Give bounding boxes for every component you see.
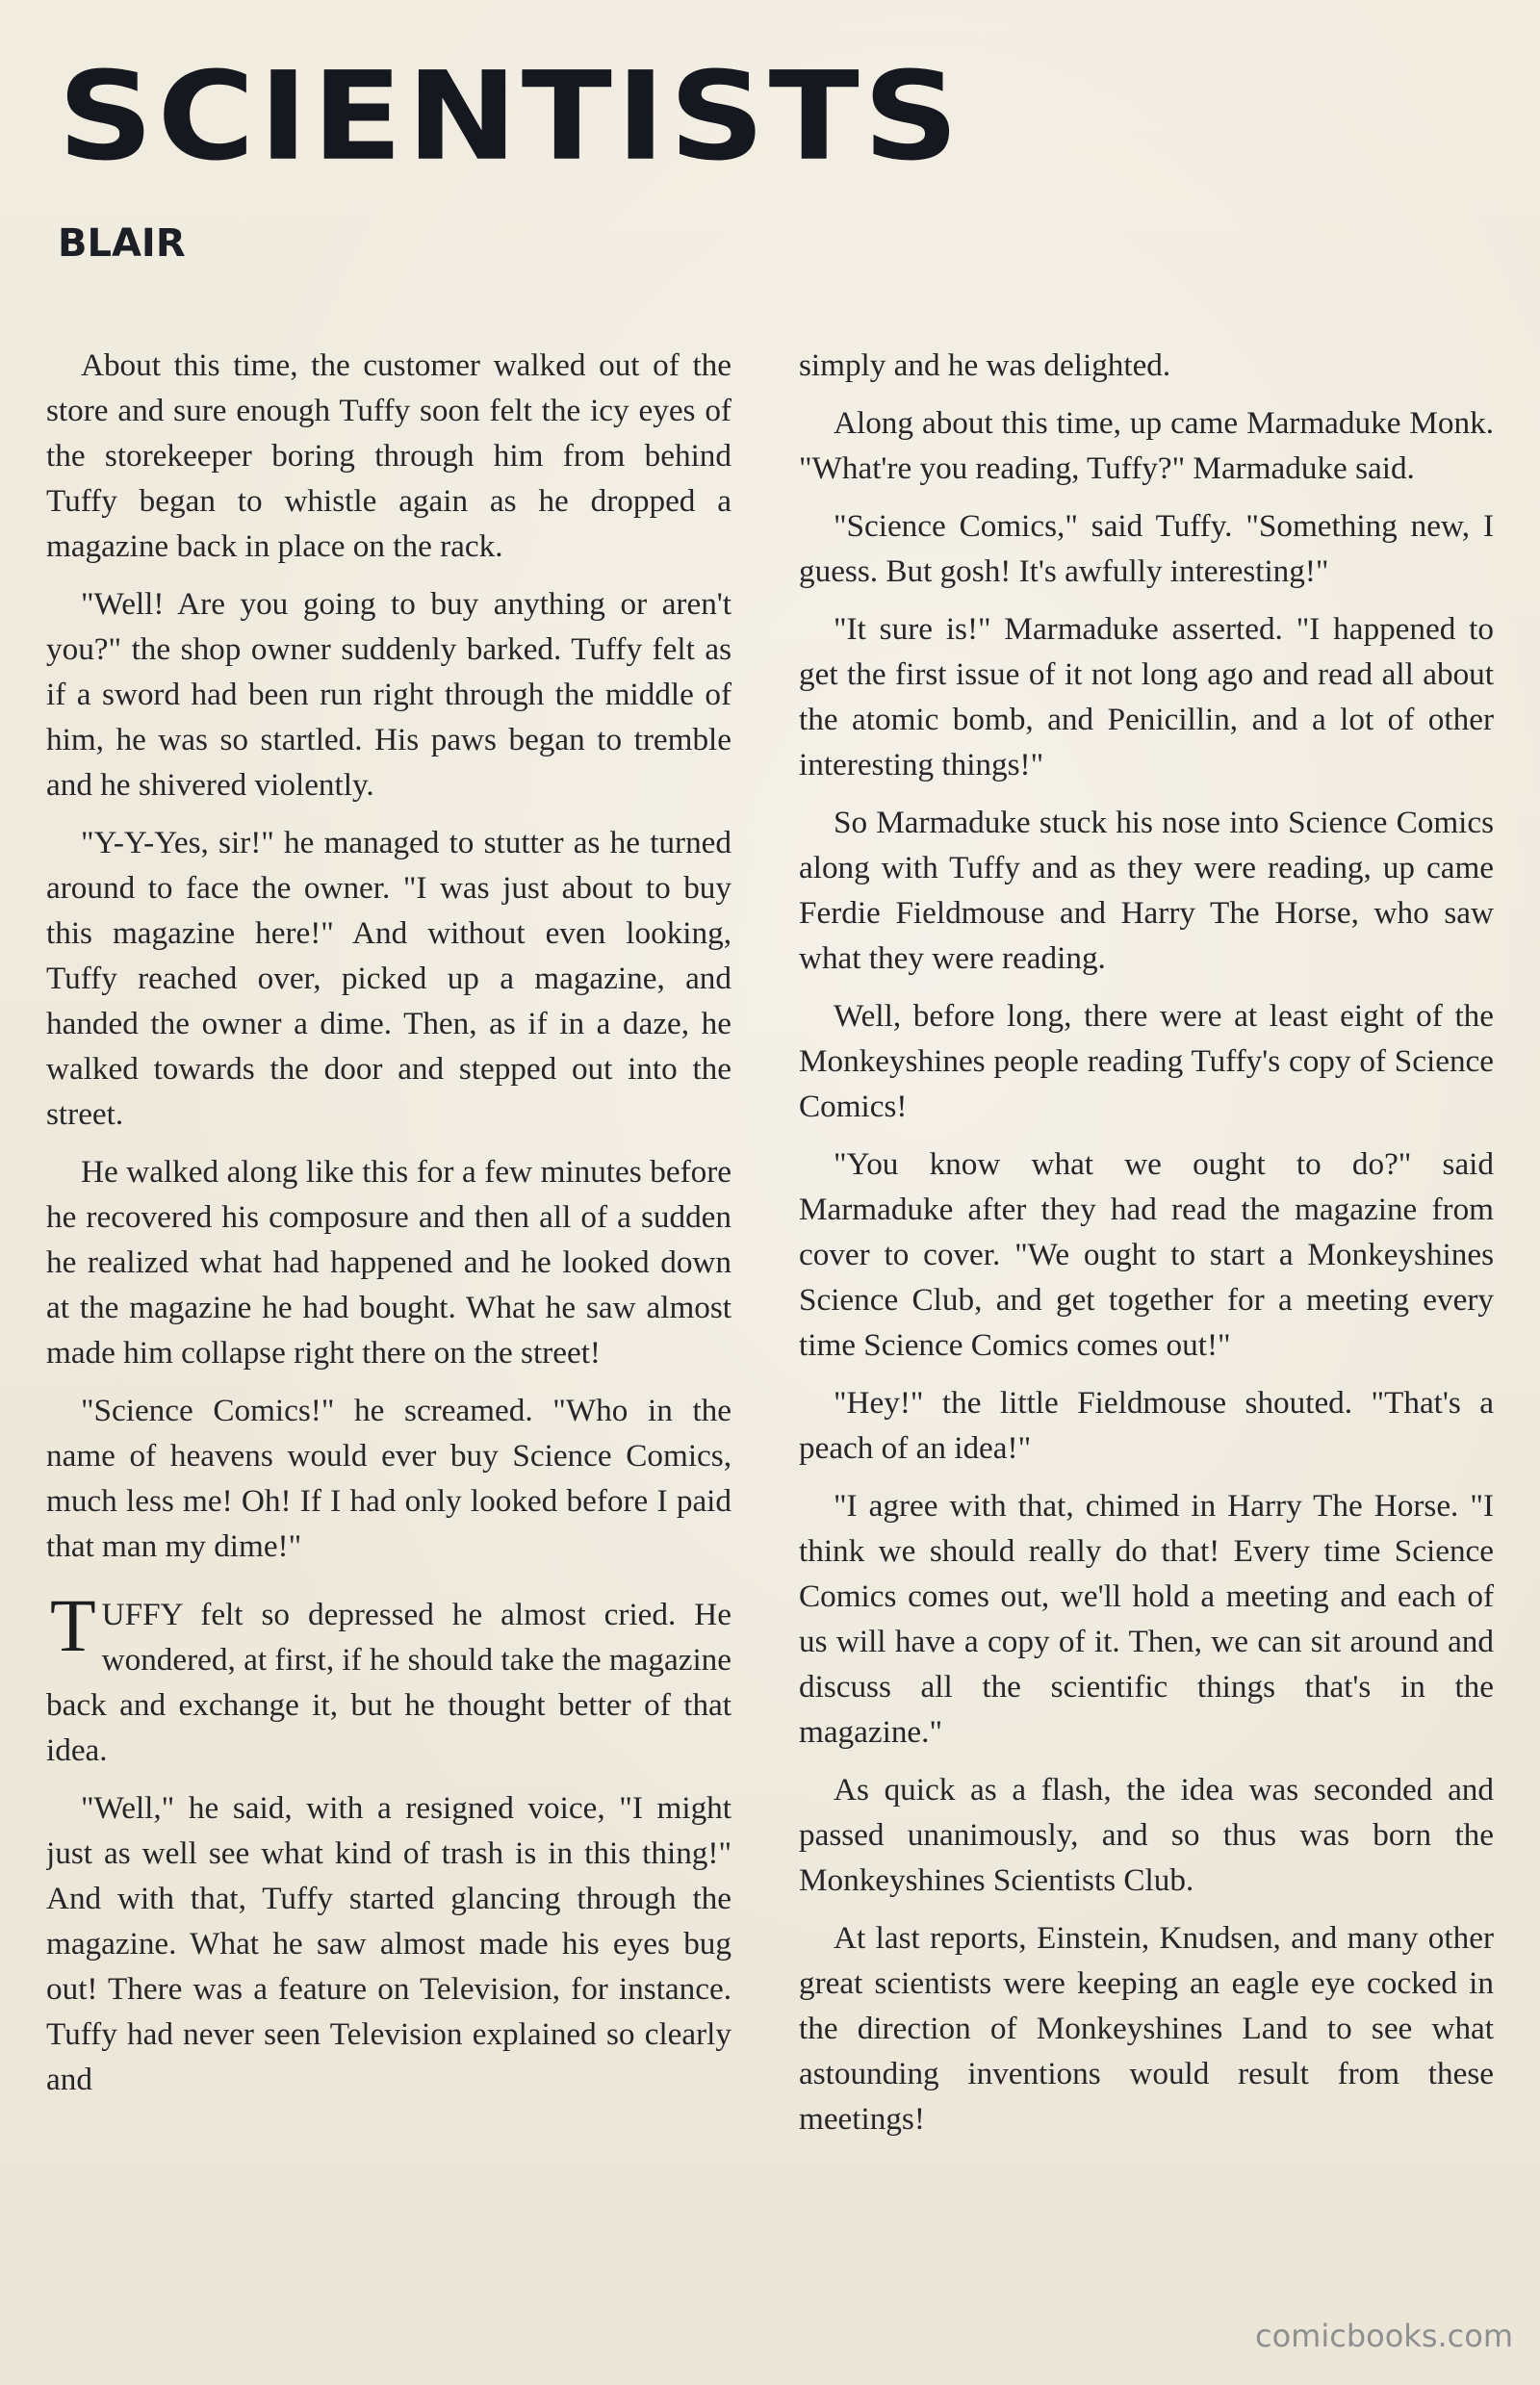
dropcap-paragraph [46,1583,732,1773]
paragraph: He walked along like this for a few minutes before he recovered his composure and then all of a sudden he realized what had happened and he looked down at the magazine he had bought. What he saw almost made him collapse right there on the street! [46,1154,732,1371]
text-column-right [799,343,1494,2325]
paragraph: "Hey!" the little Fieldmouse shouted. "That's a peach of an idea!" [799,1385,1494,1466]
paragraph: As quick as a flash, the idea was seconded and passed unanimously, and so thus was born the Monkeyshines Scientists Club. [799,1772,1494,1898]
paragraph: About this time, the customer walked out of the store and sure enough Tuffy soon felt the icy eyes of the storekeeper boring through him from behind Tuffy began to whistle again as he dropped a magazine back in place on the rack. [46,347,732,564]
paragraph: At last reports, Einstein, Knudsen, and many other great scientists were keeping an eagle eye cocked in the direction of Monkeyshines Land to see what astounding inventions would result from these meetings! [799,1920,1494,2137]
text-column-left [46,343,732,2325]
paragraph: "You know what we ought to do?" said Marmaduke after they had read the magazine from cover to cover. "We ought to start a Monkeyshines Science Club, and get together for a meeting every time Science Comics comes out!" [799,1146,1494,1363]
page-title: SCIENTISTS [58,44,963,189]
paragraph: Well, before long, there were at least eight of the Monkeyshines people reading Tuffy's copy of Science Comics! [799,998,1494,1124]
paragraph: "Well! Are you going to buy anything or aren't you?" the shop owner suddenly barked. Tuffy felt as if a sword had been run right through the middle of him, he was so startled. His paws began to tremble and he shivered violently. [46,586,732,803]
paragraph-continued: simply and he was delighted. [799,347,1171,383]
paragraph: "Y-Y-Yes, sir!" he managed to stutter as he turned around to face the owner. "I was just about to buy this magazine here!" And without even looking, Tuffy reached over, picked up a magazine, and handed the owner a dime. Then, as if in a daze, he walked towards the door and stepped out into the street. [46,825,732,1132]
site-watermark: comicbooks.com [1254,2318,1513,2354]
paragraph: "It sure is!" Marmaduke asserted. "I happened to get the first issue of it not long ago and read all about the atomic bomb, and Penicillin, and a lot of other interesting things!" [799,611,1494,782]
paragraph: "Well," he said, with a resigned voice, "I might just as well see what kind of trash is in this thing!" And with that, Tuffy started glancing through the magazine. What he saw almost made his eyes bug out! There was a feature on Television, for instance. Tuffy had never seen Television explained so clearly and [46,1790,732,2097]
paragraph: Along about this time, up came Marmaduke Monk. "What're you reading, Tuffy?" Marmaduke said. [799,405,1494,486]
paragraph-text: UFFY felt so depressed he almost cried. He wondered, at first, if he should take the magazine back and exchange it, but he thought better of that idea. [46,1597,732,1768]
drop-cap: T [50,1583,96,1667]
paragraph: So Marmaduke stuck his nose into Science Comics along with Tuffy and as they were reading, up came Ferdie Fieldmouse and Harry The Horse, who saw what they were reading. [799,805,1494,976]
paragraph: "I agree with that, chimed in Harry The Horse. "I think we should really do that! Every time Science Comics comes out, we'll hold a meeting and each of us will have a copy of it. Then, we can sit around and discuss all the scientific things that's in the magazine." [799,1488,1494,1750]
author-byline: BLAIR [58,221,186,266]
paragraph: "Science Comics!" he screamed. "Who in the name of heavens would ever buy Science Comics, much less me! Oh! If I had only looked before I paid that man my dime!" [46,1393,732,1564]
paragraph: "Science Comics," said Tuffy. "Something new, I guess. But gosh! It's awfully interesting!" [799,508,1494,589]
